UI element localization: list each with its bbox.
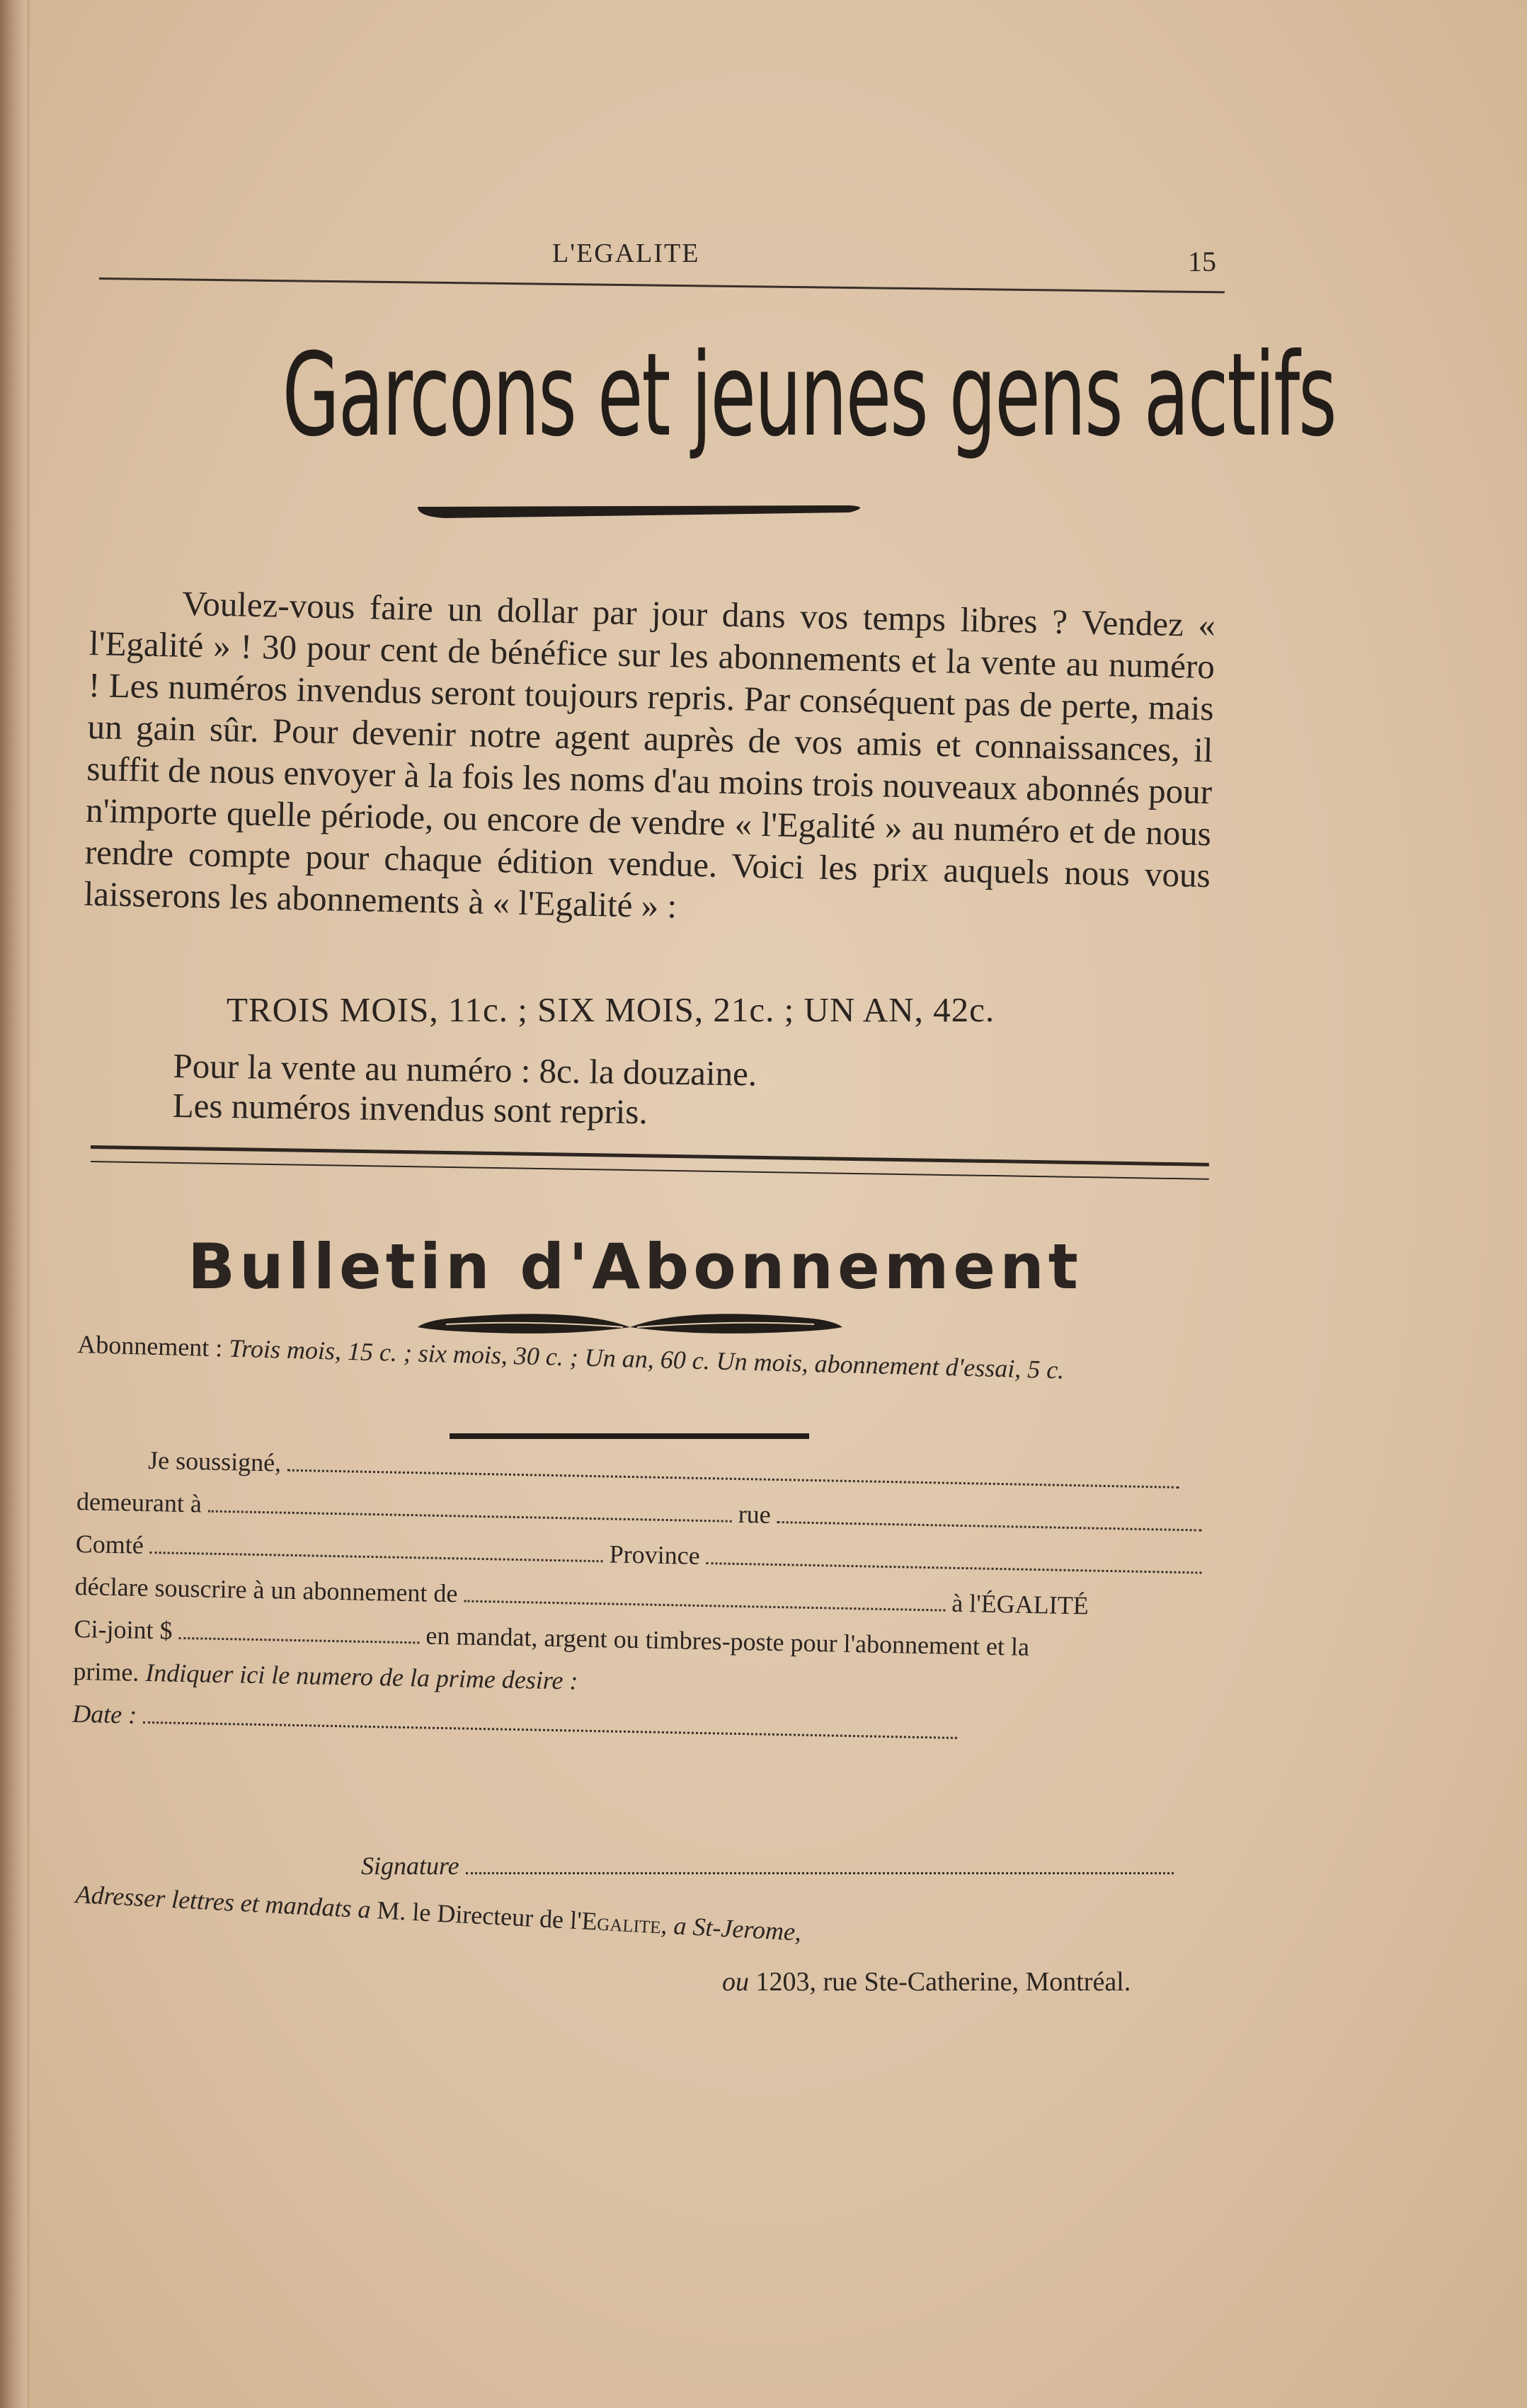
header-rule bbox=[99, 277, 1225, 293]
address-paper: Egalite bbox=[581, 1906, 662, 1939]
short-rule bbox=[450, 1433, 809, 1439]
form-line-cijoint bbox=[74, 1614, 1029, 1665]
form-line-declare bbox=[74, 1571, 1089, 1623]
signature-field[interactable] bbox=[466, 1851, 1174, 1874]
cijoint-label: Ci-joint $ bbox=[74, 1614, 173, 1645]
signature-label: Signature bbox=[361, 1852, 459, 1880]
retail-info bbox=[172, 1046, 757, 1134]
address-line-1 bbox=[75, 1879, 802, 1947]
cijoint-field[interactable] bbox=[178, 1616, 420, 1644]
tapered-bar-ornament bbox=[418, 503, 871, 521]
bulletin-title: Bulletin d'Abonnement bbox=[188, 1230, 1082, 1303]
advert-headline: Garcons et jeunes gens actifs bbox=[282, 329, 1336, 462]
binding-spine bbox=[0, 0, 27, 2408]
date-label: Date : bbox=[72, 1699, 137, 1729]
address-street: 1203, rue Ste-Catherine, Montréal. bbox=[755, 1967, 1131, 1997]
address-prefix: Adresser lettres et mandats a bbox=[74, 1879, 372, 1924]
advert-paragraph bbox=[84, 580, 1216, 938]
page-number: 15 bbox=[1188, 246, 1216, 277]
address-line-2 bbox=[722, 1966, 1131, 1997]
abonnement-field[interactable] bbox=[464, 1579, 946, 1612]
form-line-date bbox=[72, 1699, 958, 1748]
page-edge bbox=[27, 0, 30, 2408]
prime-hint: Indiquer ici le numero de la prime desire : bbox=[145, 1658, 578, 1695]
province-field[interactable] bbox=[706, 1541, 1202, 1573]
form-line-prime bbox=[73, 1656, 578, 1699]
comte-label: Comté bbox=[75, 1529, 144, 1559]
running-head: L'EGALITE bbox=[552, 239, 700, 268]
date-field[interactable] bbox=[143, 1700, 957, 1739]
declare-label: déclare souscrire à un abonnement de bbox=[74, 1571, 458, 1608]
address-mid: M. le Directeur de l' bbox=[376, 1896, 583, 1935]
soussigne-field[interactable] bbox=[287, 1448, 1179, 1489]
province-label: Province bbox=[609, 1540, 701, 1570]
demeurant-label: demeurant à bbox=[76, 1486, 202, 1518]
rue-field[interactable] bbox=[777, 1500, 1203, 1532]
comte-field[interactable] bbox=[150, 1530, 604, 1562]
address-ou: ou bbox=[722, 1967, 749, 1997]
advert-paragraph-text: Voulez-vous faire un dollar par jour dans vos temps libres ? Vendez « l'Egalité » ! 30 pour cent de bénéfice sur les abonnements et la vente au numéro ! Les numéros invendus seront toujours repris. Par conséquent pas de perte, mais un gain sûr. Pour devenir notre agent auprès de vos amis et connaissances, il suffit de nous envoyer à la fois les noms d'au moins trois nouveaux abonnés pour n'importe quelle période, ou encore de vendre « l'Egalité » au numéro et de nous rendre compte pour chaque édition vendue. Voici les prix auquels nous vous laisserons les abonnements à « l'Egalité » : bbox=[84, 583, 1216, 926]
demeurant-field[interactable] bbox=[208, 1489, 732, 1523]
subscription-prices: TROIS MOIS, 11c. ; SIX MOIS, 21c. ; UN AN, 42c. bbox=[227, 990, 995, 1029]
mandat-text: en mandat, argent ou timbres-poste pour l'abonnement et la bbox=[425, 1621, 1030, 1661]
signature-line bbox=[361, 1851, 1174, 1881]
retail-line-2: Les numéros invendus sont repris. bbox=[172, 1085, 648, 1132]
prime-label: prime. bbox=[73, 1656, 139, 1687]
address-city: , a St-Jerome, bbox=[660, 1910, 803, 1947]
rates-label: Abonnement : bbox=[76, 1329, 223, 1363]
rue-label: rue bbox=[738, 1499, 772, 1529]
rates-text: Trois mois, 15 c. ; six mois, 30 c. ; Un an, 60 c. Un mois, abonnement d'essai, 5 c. bbox=[228, 1334, 1065, 1384]
egalite-label: à l'ÉGALITÉ bbox=[951, 1588, 1090, 1620]
soussigne-label: Je soussigné, bbox=[147, 1445, 282, 1477]
retail-line-1: Pour la vente au numéro : 8c. la douzaine. bbox=[173, 1046, 757, 1094]
form-line-soussigne bbox=[148, 1445, 1180, 1498]
